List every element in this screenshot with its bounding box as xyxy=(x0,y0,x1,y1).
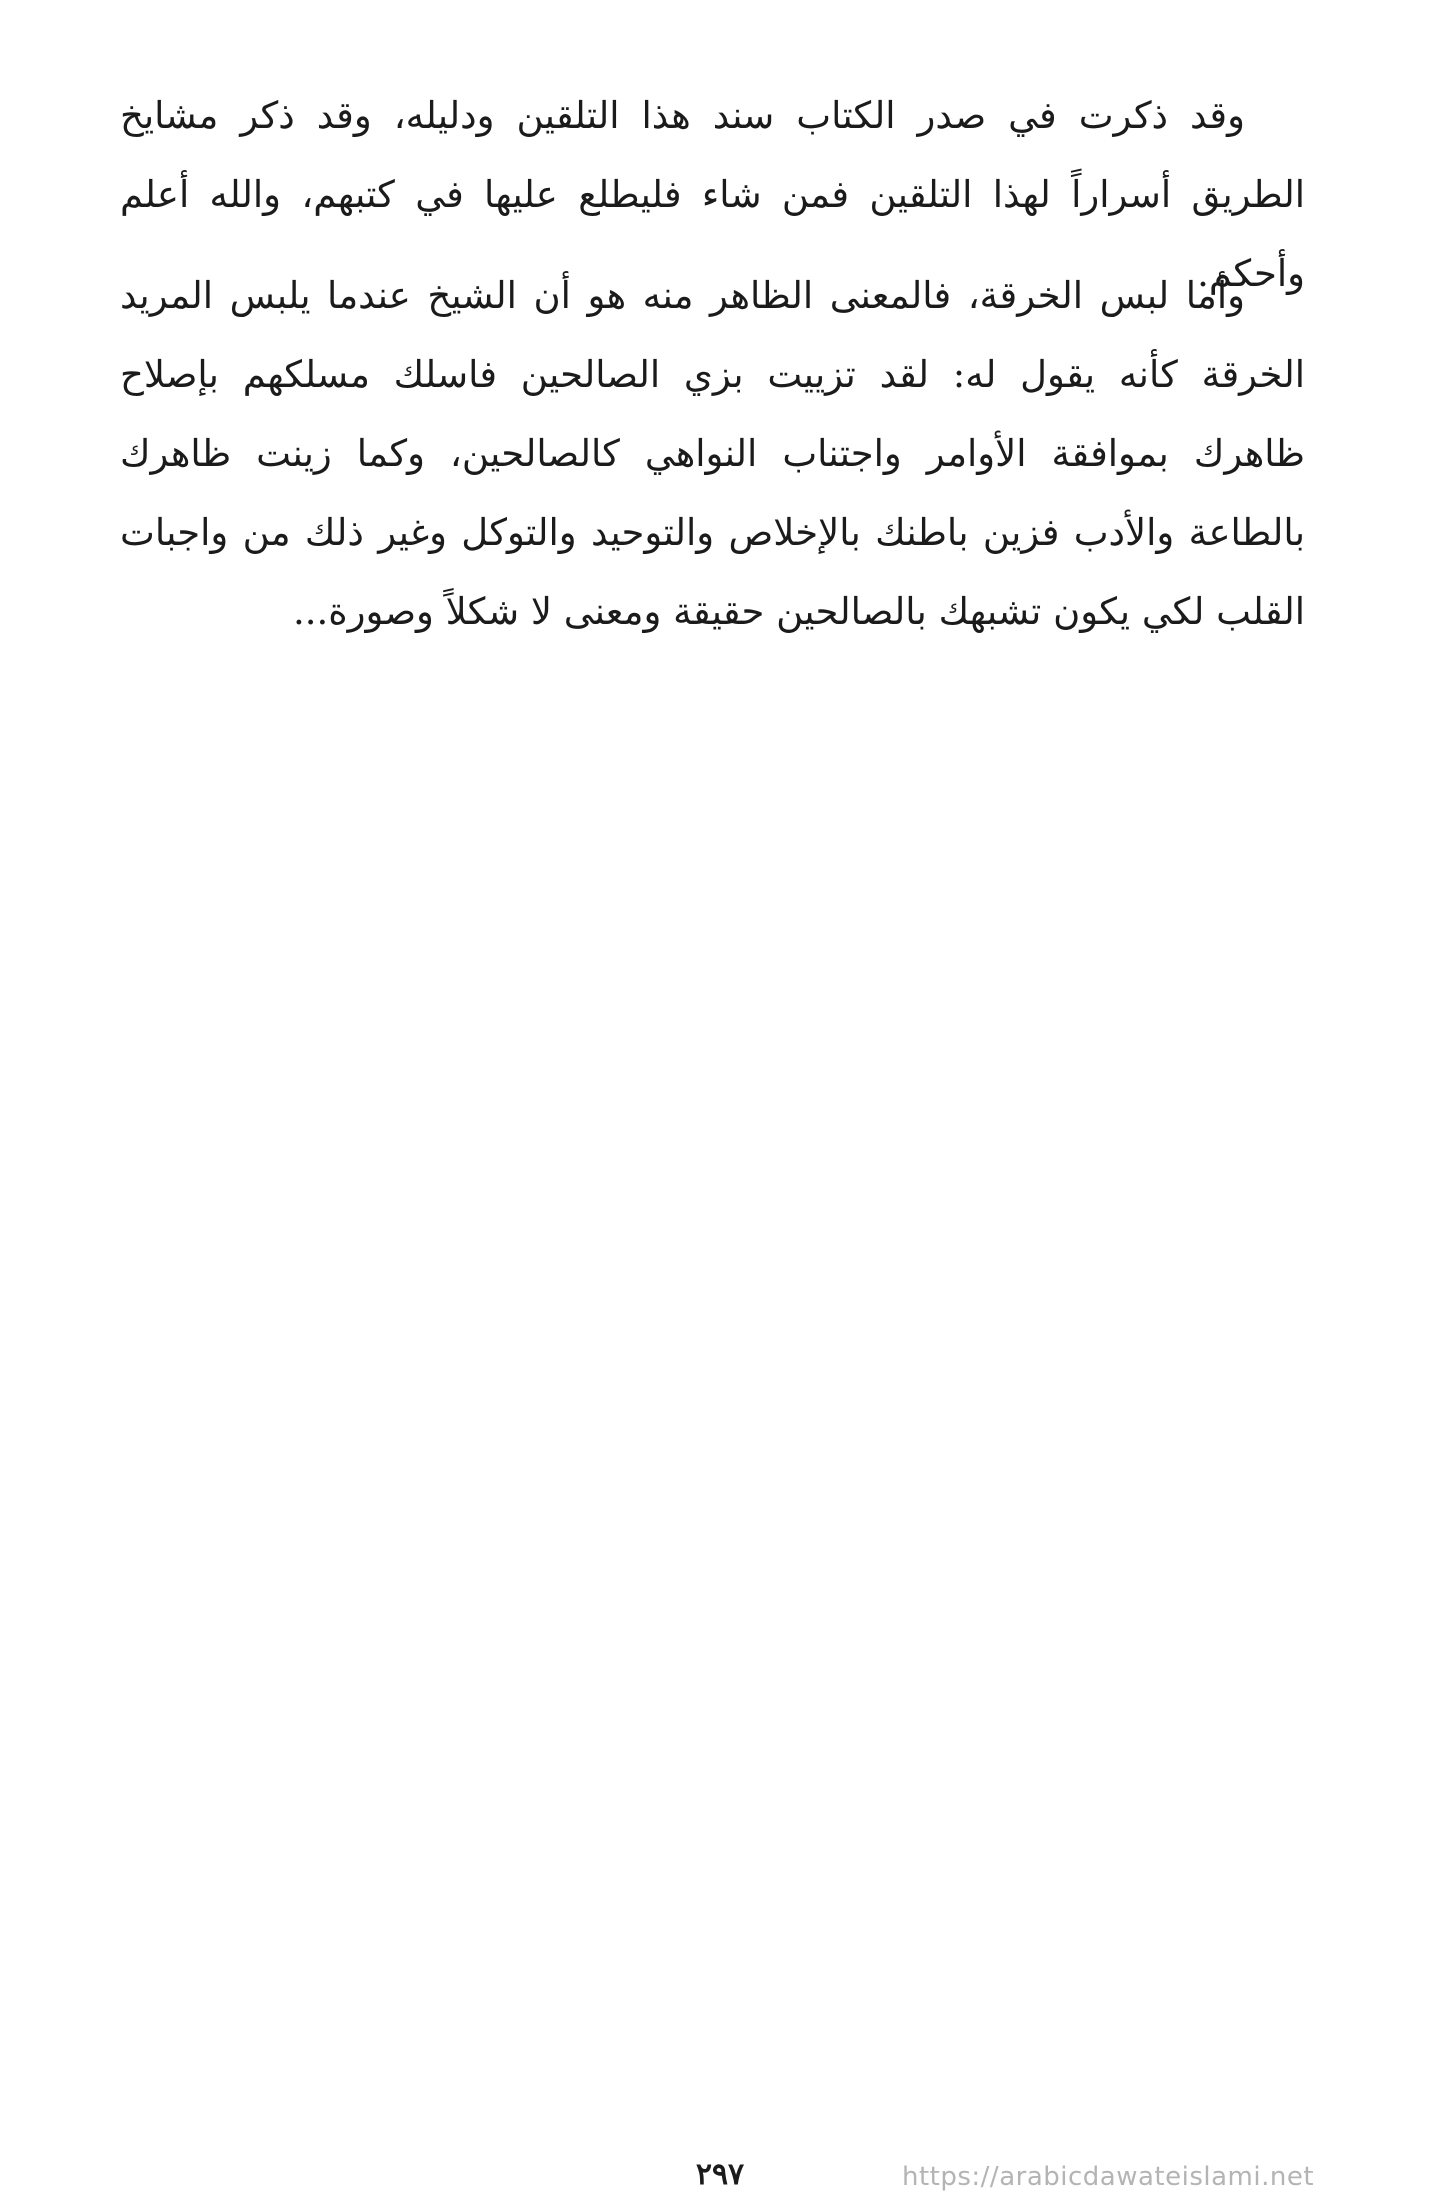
watermark-url: https://arabicdawateislami.net xyxy=(902,2162,1315,2192)
paragraph-1-text: وقد ذكرت في صدر الكتاب سند هذا التلقين ودليله، وقد ذكر مشايخ الطريق أسراراً لهذا التلقين فمن شاء فليطلع عليها في كتبهم، والله أعلم وأحكم. xyxy=(120,94,1305,295)
page-number: ٢٩٧ xyxy=(695,2157,745,2192)
paragraph-2 xyxy=(120,256,1305,651)
paragraph-2-text: وأما لبس الخرقة، فالمعنى الظاهر منه هو أن الشيخ عندما يلبس المريد الخرقة كأنه يقول له: لقد تزييت بزي الصالحين فاسلك مسلكهم بإصلاح ظاهرك بموافقة الأوامر واجتناب النواهي كالصالحين، وكما زينت ظاهرك بالطاعة والأدب فزين باطنك بالإخلاص والتوحيد والتوكل وغير ذلك من واجبات القلب لكي يكون تشبهك بالصالحين حقيقة ومعنى لا شكلاً وصورة... xyxy=(120,274,1305,633)
